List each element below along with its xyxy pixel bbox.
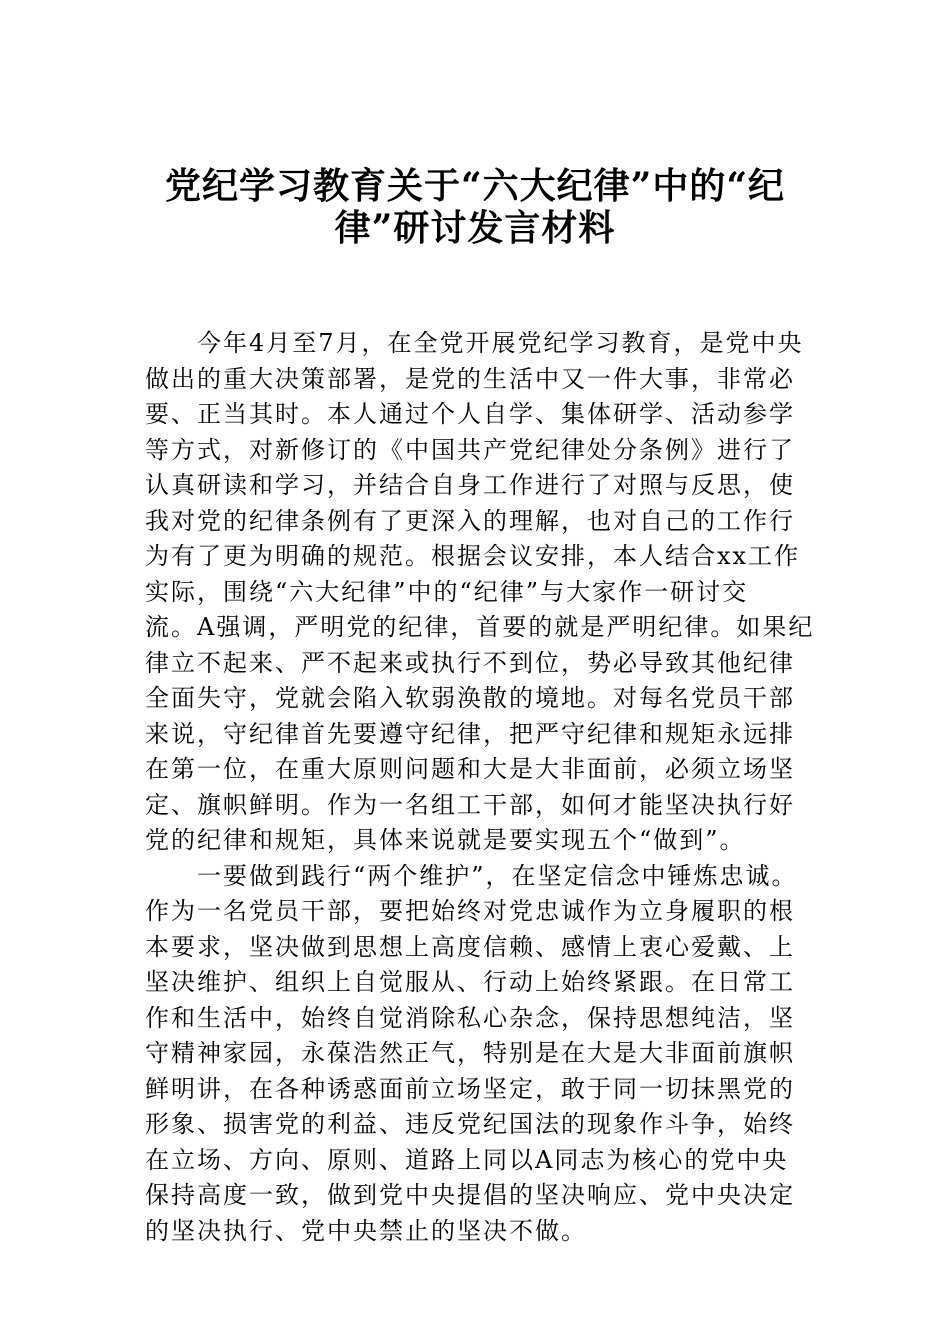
paragraph-1-line: 流。A强调，严明党的纪律，首要的就是严明纪律。如果纪: [145, 613, 815, 641]
paragraph-1-line: 实际，围绕“六大纪律”中的“纪律”与大家作一研讨交: [145, 577, 749, 606]
paragraph-2-line: 的坚决执行、党中央禁止的坚决不做。: [145, 1216, 587, 1245]
paragraph-1-line: 律立不起来、严不起来或执行不到位，势必导致其他纪律: [145, 648, 795, 677]
paragraph-1-line: 来说，守纪律首先要遵守纪律，把严守纪律和规矩永远排: [145, 719, 795, 748]
paragraph-2-line: 本要求，坚决做到思想上高度信赖、感情上衷心爱戴、上: [145, 932, 795, 961]
paragraph-1: [145, 326, 815, 859]
paragraph-1-line: 等方式，对新修订的《中国共产党纪律处分条例》进行了: [145, 435, 795, 464]
paragraph-2-line: 一要做到践行“两个维护”，在坚定信念中锤炼忠诚。: [197, 861, 798, 890]
paragraph-2-line: 坚决维护、组织上自觉服从、行动上始终紧跟。在日常工: [145, 968, 795, 996]
paragraph-1-line: 今年4月至7月，在全党开展党纪学习教育，是党中央: [197, 329, 804, 357]
paragraph-1-line: 我对党的纪律条例有了更深入的理解，也对自己的工作行: [145, 506, 795, 535]
paragraph-1-line: 全面失守，党就会陷入软弱涣散的境地。对每名党员干部: [145, 684, 795, 712]
paragraph-2-line: 在立场、方向、原则、道路上同以A同志为核心的党中央: [145, 1145, 789, 1174]
paragraph-1-line: 定、旗帜鲜明。作为一名组工干部，如何才能坚决执行好: [145, 790, 795, 819]
paragraph-2: [145, 859, 805, 1250]
document-title-line-1: 党纪学习教育关于“六大纪律”中的“纪: [164, 165, 786, 207]
paragraph-1-line: 党的纪律和规矩，具体来说就是要实现五个“做到”。: [145, 826, 746, 854]
paragraph-1-line: 做出的重大决策部署，是党的生活中又一件大事，非常必: [145, 364, 795, 393]
paragraph-1-line: 在第一位，在重大原则问题和大是大非面前，必须立场坚: [145, 755, 795, 783]
paragraph-2-line: 作和生活中，始终自觉消除私心杂念，保持思想纯洁，坚: [145, 1003, 795, 1032]
paragraph-2-line: 守精神家园，永葆浩然正气，特别是在大是大非面前旗帜: [145, 1039, 795, 1067]
paragraph-2-line: 形象、损害党的利益、违反党纪国法的现象作斗争，始终: [145, 1110, 795, 1138]
paragraph-2-line: 作为一名党员干部，要把始终对党忠诚作为立身履职的根: [145, 897, 795, 925]
paragraph-1-line: 要、正当其时。本人通过个人自学、集体研学、活动参学: [145, 400, 795, 428]
document-title-line-2: 律”研讨发言材料: [334, 207, 616, 249]
paragraph-1-line: 认真研读和学习，并结合自身工作进行了对照与反思，使: [145, 471, 795, 499]
document-body: [145, 326, 815, 1249]
paragraph-2-line: 鲜明讲，在各种诱惑面前立场坚定，敢于同一切抹黑党的: [145, 1074, 795, 1103]
paragraph-1-line: 为有了更为明确的规范。根据会议安排，本人结合xx工作: [145, 542, 801, 570]
paragraph-2-line: 保持高度一致，做到党中央提倡的坚决响应、党中央决定: [145, 1181, 795, 1209]
